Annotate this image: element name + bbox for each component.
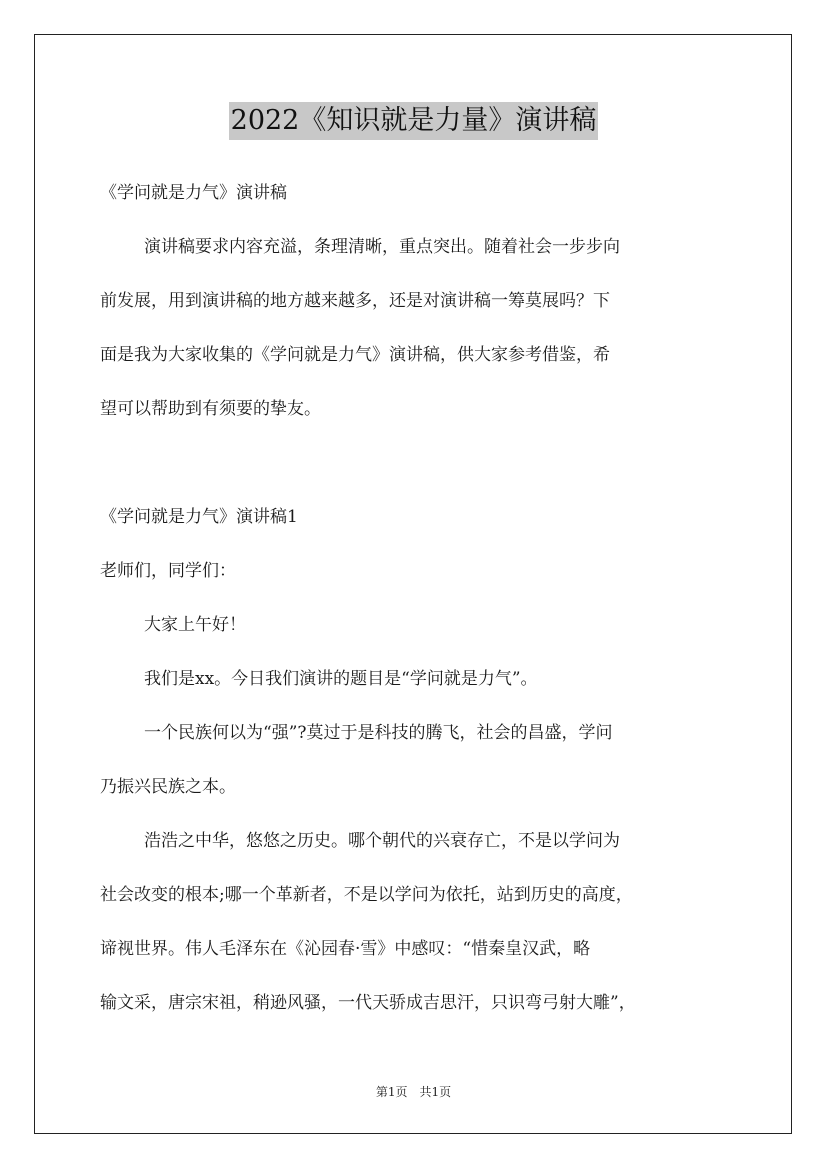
paragraph-line: 输文采，唐宗宋祖，稍逊风骚，一代天骄成吉思汗，只识弯弓射大雕”，: [100, 993, 636, 1013]
document-title: 2022《知识就是力量》演讲稿: [229, 102, 599, 140]
subtitle-line: 《学问就是力气》演讲稿: [100, 183, 287, 203]
page-footer: [0, 1084, 827, 1100]
paragraph-line: 一个民族何以为“强”?莫过于是科技的腾飞，社会的昌盛，学问: [144, 723, 613, 743]
title-container: [0, 102, 827, 140]
paragraph-line: 面是我为大家收集的《学问就是力气》演讲稿，供大家参考借鉴，希: [100, 345, 610, 365]
section-heading: 《学问就是力气》演讲稿1: [100, 507, 298, 527]
paragraph-line: 前发展，用到演讲稿的地方越来越多，还是对演讲稿一筹莫展吗？下: [100, 291, 610, 311]
paragraph-line: 大家上午好！: [144, 615, 246, 635]
paragraph-line: 谛视世界。伟人毛泽东在《沁园春·雪》中感叹：“惜秦皇汉武，略: [100, 939, 591, 959]
paragraph-line: 望可以帮助到有须要的挚友。: [100, 399, 321, 419]
paragraph-line: 我们是xx。今日我们演讲的题目是“学问就是力气”。: [144, 669, 538, 689]
paragraph-line: 乃振兴民族之本。: [100, 777, 236, 797]
paragraph-line: 浩浩之中华，悠悠之历史。哪个朝代的兴衰存亡，不是以学问为: [144, 831, 620, 851]
salutation-line: 老师们，同学们：: [100, 561, 236, 581]
page-number-label: 第1页 共1页: [375, 1085, 452, 1099]
paragraph-line: 演讲稿要求内容充溢，条理清晰，重点突出。随着社会一步步向: [144, 237, 620, 257]
paragraph-line: 社会改变的根本;哪一个革新者，不是以学问为依托，站到历史的高度，: [100, 885, 633, 905]
